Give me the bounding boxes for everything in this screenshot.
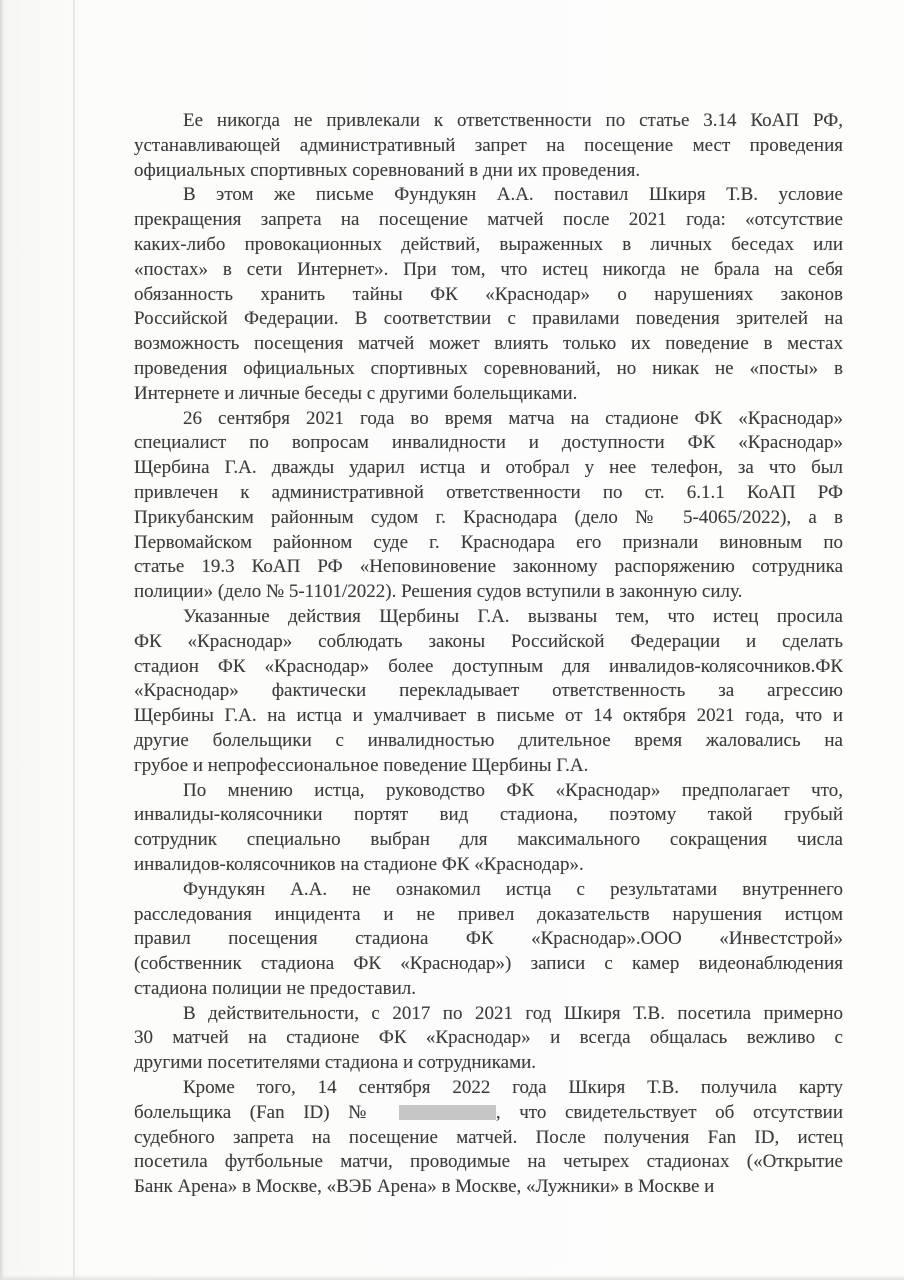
text-line: Прикубанским районным судом г. Краснодара (дело № 5-4065/2022), а в (134, 506, 843, 528)
text-line: Банк Арена» в Москве, «ВЭБ Арена» в Москве, «Лужники» в Москве и (134, 1176, 715, 1198)
text-line: ФК «Краснодар» соблюдать законы Российской Федерации и сделать (134, 630, 843, 652)
scan-crease-line (73, 0, 75, 1280)
text-line: Российской Федерации. В соответствии с правилами поведения зрителей на (134, 308, 843, 330)
scan-bottom-edge-shadow (0, 1275, 904, 1280)
paragraph (134, 183, 843, 406)
document-text-block (134, 109, 843, 1200)
paragraph (134, 109, 843, 183)
redacted-fan-id-number (399, 1105, 496, 1120)
text-line: сотрудник специально выбран для максимального сокращения числа (134, 829, 843, 851)
text-line: инвалиды-колясочники портят вид стадиона, поэтому такой грубый (134, 804, 843, 826)
paragraph (134, 1002, 843, 1076)
text-line: В действительности, с 2017 по 2021 год Шкиря Т.В. посетила примерно (183, 1002, 843, 1024)
paragraph (134, 605, 843, 779)
text-line: Ее никогда не привлекали к ответственности по статье 3.14 КоАП РФ, (183, 110, 843, 131)
text-line: (собственник стадиона ФК «Краснодар») записи с камер видеонаблюдения (134, 953, 843, 975)
text-line: Первомайском районном суде г. Краснодара его признали виновным по (134, 531, 843, 553)
text-line: Кроме того, 14 сентября 2022 года Шкиря Т.В. получила карту (183, 1077, 843, 1099)
scan-left-edge-shadow (0, 0, 5, 1280)
text-line: специалист по вопросам инвалидности и доступности ФК «Краснодар» (134, 432, 843, 454)
text-line: Указанные действия Щербины Г.А. вызваны тем, что истец просила (183, 605, 843, 627)
text-line: Интернете и личные беседы с другими болельщиками. (134, 382, 578, 404)
text-line: В этом же письме Фундукян А.А. поставил Шкиря Т.В. условие (183, 184, 843, 206)
text-line: Фундукян А.А. не ознакомил истца с результатами внутреннего (183, 878, 843, 900)
text-line: стадиона полиции не предоставил. (134, 977, 417, 999)
paragraph (134, 878, 843, 1002)
text-line: грубое и непрофессиональное поведение Щербины Г.А. (134, 754, 589, 776)
text-line: возможность посещения матчей может влиять только их поведение в местах (134, 333, 843, 355)
text-line: 26 сентября 2021 года во время матча на стадионе ФК «Краснодар» (183, 407, 843, 429)
text-line: обязанность хранить тайны ФК «Краснодар» о нарушениях законов (134, 283, 843, 305)
text-line: привлечен к административной ответственности по ст. 6.1.1 КоАП РФ (134, 481, 843, 503)
paragraph (134, 779, 843, 878)
text-line: 30 матчей на стадионе ФК «Краснодар» и всегда общалась вежливо с (134, 1027, 843, 1049)
text-line: другими посетителями стадиона и сотрудниками. (134, 1052, 537, 1074)
paragraph (134, 407, 843, 605)
text-line: стадион ФК «Краснодар» более доступным для инвалидов-колясочников.ФК (134, 655, 843, 677)
text-line: устанавливающей административный запрет на посещение мест проведения (134, 134, 843, 156)
text-line: каких-либо провокационных действий, выраженных в личных беседах или (134, 233, 843, 255)
text-line: посетила футбольные матчи, проводимые на четырех стадионах («Открытие (134, 1151, 843, 1173)
text-line: прекращения запрета на посещение матчей после 2021 года: «отсутствие (134, 209, 843, 231)
text-line: «Краснодар» фактически перекладывает ответственность за агрессию (134, 680, 843, 702)
text-line: проведения официальных спортивных соревнований, но никак не «посты» в (134, 357, 843, 379)
text-line: другие болельщики с инвалидностью длительное время жаловались на (134, 729, 843, 751)
text-line: болельщика (Fan ID) № , что свидетельствует об отсутствии (134, 1101, 843, 1123)
text-line: правил посещения стадиона ФК «Краснодар».ООО «Инвестстрой» (134, 928, 843, 950)
paragraph (134, 1076, 843, 1200)
text-line: «постах» в сети Интернет». При том, что истец никогда не брала на себя (134, 258, 843, 280)
text-line: инвалидов-колясочников на стадионе ФК «Краснодар». (134, 853, 584, 875)
text-line: статье 19.3 КоАП РФ «Неповиновение законному распоряжению сотрудника (134, 556, 843, 578)
text-line: судебного запрета на посещение матчей. После получения Fan ID, истец (134, 1126, 843, 1148)
text-line: Щербины Г.А. на истца и умалчивает в письме от 14 октября 2021 года, что и (134, 705, 843, 727)
text-line: По мнению истца, руководство ФК «Краснодар» предполагает что, (183, 779, 843, 801)
text-line: Щербина Г.А. дважды ударил истца и отобрал у нее телефон, за что был (134, 457, 843, 479)
text-line: официальных спортивных соревнований в дни их проведения. (134, 159, 641, 181)
text-line: расследования инцидента и не привел доказательств нарушения истцом (134, 903, 843, 925)
text-line: полиции» (дело № 5-1101/2022). Решения судов вступили в законную силу. (134, 581, 743, 603)
